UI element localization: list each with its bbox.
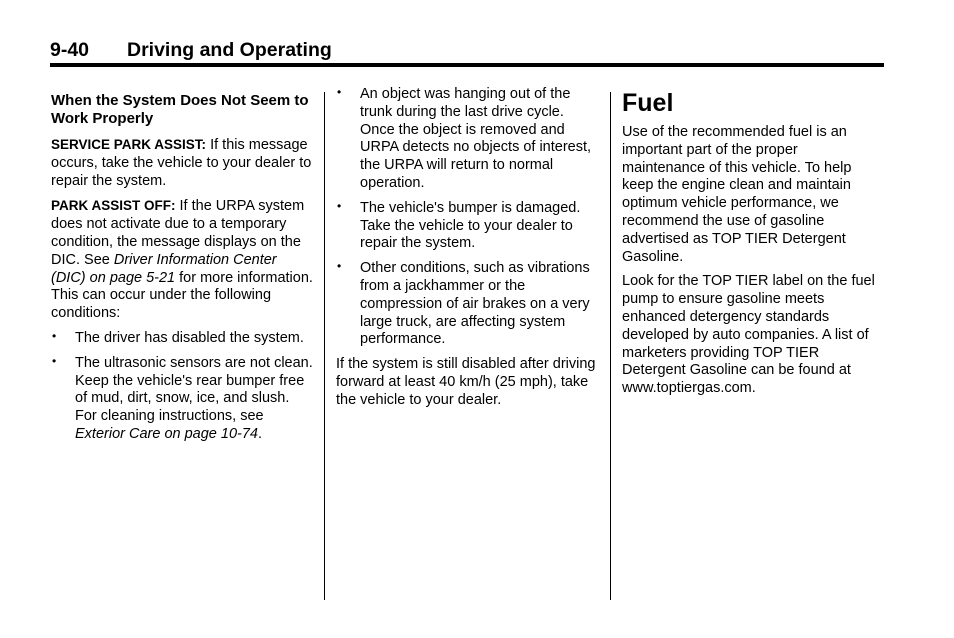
paragraph-text: If this message occurs, take the vehicle to your dealer to repair the system. (51, 137, 312, 189)
column-divider (324, 92, 325, 600)
closing-paragraph: If the system is still disabled after driving forward at least 40 km/h (25 mph), take the vehicle to your dealer. (336, 356, 596, 408)
list-item-text: The vehicle's bumper is damaged. Take the vehicle to your dealer to repair the system. (360, 199, 581, 252)
term-service-park-assist: SERVICE PARK ASSIST: (51, 137, 207, 152)
cross-reference-exterior-care[interactable]: Exterior Care on page 10-74 (75, 425, 258, 442)
section-title: Driving and Operating (127, 39, 332, 61)
bullet-icon: • (52, 353, 57, 368)
list-item-text: The ultrasonic sensors are not clean. Keep the vehicle's rear bumper free of mud, dirt, snow, ice, and slush. For cleaning instructions, see (75, 354, 313, 425)
conditions-list (51, 330, 313, 444)
fuel-paragraph-2: Look for the TOP TIER label on the fuel pump to ensure gasoline meets enhanced detergency standards developed by auto companies. A list of marketers providing TOP TIER Detergent Gasoline can be found at www.toptiergas.com. (622, 273, 875, 397)
bullet-icon: • (337, 259, 342, 274)
list-item-text: An object was hanging out of the trunk during the last drive cycle. Once the object is removed and URPA detects no objects of interest, the URPA will return to normal operation. (360, 86, 592, 191)
header-rule (50, 63, 884, 67)
list-item (336, 260, 602, 349)
paragraph-park-assist-off (51, 197, 313, 323)
list-item-text: Other conditions, such as vibrations from a jackhammer or the compression of air brakes on a very large truck, are affecting system performance. (360, 260, 590, 348)
subheading: When the System Does Not Seem to Work Properly (51, 92, 309, 127)
bullet-icon: • (337, 85, 342, 99)
bullet-icon: • (52, 328, 57, 343)
bullet-icon: • (337, 198, 342, 213)
page-number: 9-40 (50, 39, 90, 61)
fuel-paragraph-1: Use of the recommended fuel is an important part of the proper maintenance of this vehicle. To help keep the engine clean and maintain optimum vehicle performance, we recommend the use of gasoline advertised as TOP TIER Detergent Gasoline. (622, 124, 852, 265)
list-item (336, 200, 602, 253)
list-item (51, 330, 313, 348)
list-item-text: The driver has disabled the system. (75, 329, 304, 346)
column-1 (51, 88, 313, 451)
list-item (336, 86, 602, 193)
paragraph-service-park-assist (51, 136, 313, 190)
conditions-list-continued (336, 86, 602, 349)
cross-reference-dic[interactable]: Driver Information Center (DIC) on page 5-21 (51, 251, 277, 286)
list-item (51, 355, 313, 444)
fuel-heading: Fuel (622, 89, 674, 117)
column-2 (336, 86, 602, 417)
column-3 (622, 88, 884, 405)
column-divider (610, 92, 611, 600)
paragraph-text: If the URPA system does not activate due to a temporary condition, the message displays on the DIC. See (51, 198, 305, 268)
term-park-assist-off: PARK ASSIST OFF: (51, 198, 176, 214)
paragraph-text: for more information. This can occur under the following conditions: (51, 269, 313, 322)
list-item-text: . (257, 425, 263, 442)
